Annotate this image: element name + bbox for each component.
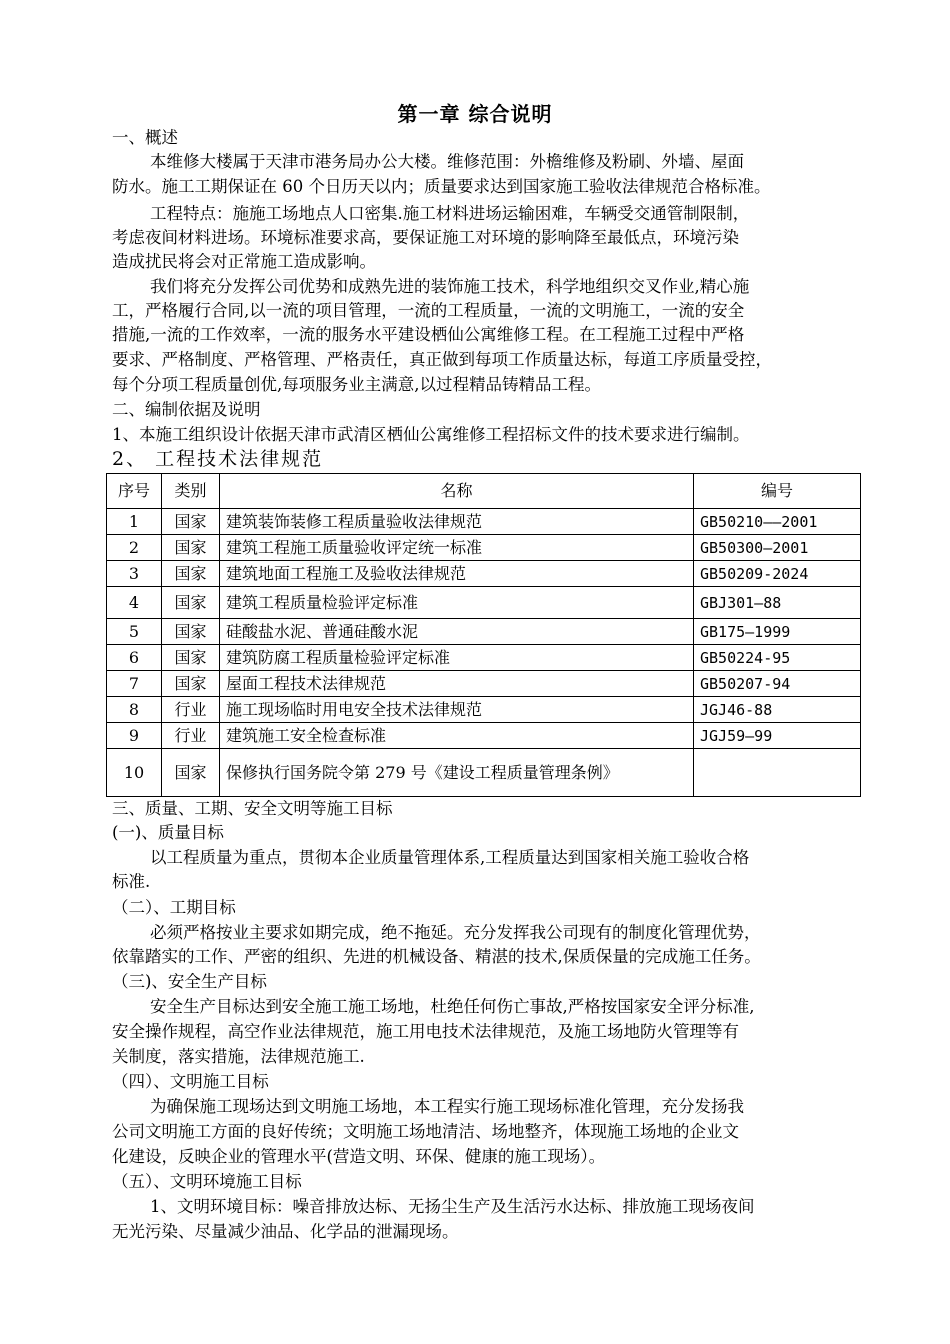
cell-category: 行业 bbox=[162, 723, 220, 749]
cell-category: 国家 bbox=[162, 619, 220, 645]
paragraph-line: 考虑夜间材料进场。环境标准要求高，要保证施工对环境的影响降至最低点，环境污染 bbox=[112, 228, 739, 247]
table-row bbox=[107, 561, 861, 587]
cell-category: 国家 bbox=[162, 645, 220, 671]
table-row bbox=[107, 723, 861, 749]
paragraph-line: 要求、严格制度、严格管理、严格责任，真正做到每项工作质量达标，每道工序质量受控， bbox=[112, 350, 772, 369]
paragraph-line: 关制度，落实措施，法律规范施工. bbox=[112, 1047, 365, 1066]
paragraph-line: 无光污染、尽量减少油品、化学品的泄漏现场。 bbox=[112, 1222, 459, 1241]
basis-item-2: 2、 工程技术法律规范 bbox=[112, 448, 324, 470]
cell-category: 行业 bbox=[162, 697, 220, 723]
paragraph-line: 安全生产目标达到安全施工施工场地，杜绝任何伤亡事故,严格按国家安全评分标准, bbox=[150, 997, 755, 1016]
cell-number: 5 bbox=[107, 619, 162, 645]
cell-code: JGJ59—99 bbox=[694, 723, 861, 749]
cell-name: 硅酸盐水泥、普通硅酸水泥 bbox=[220, 619, 694, 645]
subheading-civilized: （四）、文明施工目标 bbox=[112, 1072, 269, 1091]
table-row bbox=[107, 587, 861, 619]
paragraph-line: 安全操作规程，高空作业法律规范，施工用电技术法律规范，及施工场地防火管理等有 bbox=[112, 1022, 739, 1041]
table-row bbox=[107, 697, 861, 723]
cell-name: 施工现场临时用电安全技术法律规范 bbox=[220, 697, 694, 723]
cell-number: 7 bbox=[107, 671, 162, 697]
cell-number: 8 bbox=[107, 697, 162, 723]
table-row bbox=[107, 749, 861, 797]
cell-category: 国家 bbox=[162, 671, 220, 697]
column-header-code: 编号 bbox=[694, 474, 861, 509]
subheading-environment: （五）、文明环境施工目标 bbox=[112, 1172, 302, 1191]
subheading-quality: (一)、质量目标 bbox=[112, 823, 224, 842]
cell-code: JGJ46-88 bbox=[694, 697, 861, 723]
cell-code: GB50210——2001 bbox=[694, 509, 861, 535]
cell-code: GB50209-2024 bbox=[694, 561, 861, 587]
cell-code bbox=[694, 749, 861, 797]
cell-number: 4 bbox=[107, 587, 162, 619]
cell-code: GB50300—2001 bbox=[694, 535, 861, 561]
cell-name: 建筑工程质量检验评定标准 bbox=[220, 587, 694, 619]
column-header-number: 序号 bbox=[107, 474, 162, 509]
cell-name: 建筑地面工程施工及验收法律规范 bbox=[220, 561, 694, 587]
cell-name: 建筑施工安全检查标准 bbox=[220, 723, 694, 749]
cell-name: 建筑装饰装修工程质量验收法律规范 bbox=[220, 509, 694, 535]
paragraph-line: 工，严格履行合同,以一流的项目管理，一流的工程质量，一流的文明施工，一流的安全 bbox=[112, 301, 745, 320]
section-heading-basis: 二、编制依据及说明 bbox=[112, 400, 261, 419]
standards-table bbox=[106, 473, 861, 797]
paragraph-line: 化建设，反映企业的管理水平(营造文明、环保、健康的施工现场）。 bbox=[112, 1147, 606, 1166]
table-row bbox=[107, 509, 861, 535]
table-row bbox=[107, 535, 861, 561]
cell-name: 建筑工程施工质量验收评定统一标准 bbox=[220, 535, 694, 561]
paragraph-line: 为确保施工现场达到文明施工场地，本工程实行施工现场标准化管理，充分发扬我 bbox=[150, 1097, 744, 1116]
cell-category: 国家 bbox=[162, 535, 220, 561]
section-heading-goals: 三、质量、工期、安全文明等施工目标 bbox=[112, 799, 393, 818]
cell-number: 10 bbox=[107, 749, 162, 797]
column-header-category: 类别 bbox=[162, 474, 220, 509]
paragraph-line: 我们将充分发挥公司优势和成熟先进的装饰施工技术，科学地组织交叉作业,精心施 bbox=[150, 277, 750, 296]
paragraph-line: 措施,一流的工作效率，一流的服务水平建设栖仙公寓维修工程。在工程施工过程中严格 bbox=[112, 325, 745, 344]
cell-name: 屋面工程技术法律规范 bbox=[220, 671, 694, 697]
basis-item-1: 1、本施工组织设计依据天津市武清区栖仙公寓维修工程招标文件的技术要求进行编制。 bbox=[112, 425, 750, 444]
paragraph-line: 必须严格按业主要求如期完成，绝不拖延。充分发挥我公司现有的制度化管理优势， bbox=[150, 923, 761, 942]
chapter-title: 第一章 综合说明 bbox=[397, 102, 553, 126]
subheading-safety: （三)、安全生产目标 bbox=[112, 972, 267, 991]
cell-code: GB50224-95 bbox=[694, 645, 861, 671]
table-row bbox=[107, 671, 861, 697]
paragraph-line: 本维修大楼属于天津市港务局办公大楼。维修范围：外檐维修及粉刷、外墙、屋面 bbox=[150, 152, 744, 171]
cell-number: 6 bbox=[107, 645, 162, 671]
cell-code: GB50207-94 bbox=[694, 671, 861, 697]
subheading-schedule: （二）、工期目标 bbox=[112, 898, 236, 917]
cell-code: GB175—1999 bbox=[694, 619, 861, 645]
column-header-name: 名称 bbox=[220, 474, 694, 509]
cell-name: 保修执行国务院令第 279 号《建设工程质量管理条例》 bbox=[220, 749, 694, 797]
table-header-row bbox=[107, 474, 861, 509]
cell-code: GBJ301—88 bbox=[694, 587, 861, 619]
table-row bbox=[107, 645, 861, 671]
cell-number: 9 bbox=[107, 723, 162, 749]
cell-category: 国家 bbox=[162, 509, 220, 535]
paragraph-line: 以工程质量为重点，贯彻本企业质量管理体系,工程质量达到国家相关施工验收合格 bbox=[150, 848, 750, 867]
paragraph-line: 公司文明施工方面的良好传统；文明施工场地清洁、场地整齐，体现施工场地的企业文 bbox=[112, 1122, 739, 1141]
paragraph-line: 造成扰民将会对正常施工造成影响。 bbox=[112, 252, 376, 271]
table-row bbox=[107, 619, 861, 645]
paragraph-line: 标准. bbox=[112, 872, 151, 891]
cell-name: 建筑防腐工程质量检验评定标准 bbox=[220, 645, 694, 671]
paragraph-line: 每个分项工程质量创优,每项服务业主满意,以过程精品铸精品工程。 bbox=[112, 375, 601, 394]
paragraph-line: 工程特点：施施工场地点人口密集.施工材料进场运输困难，车辆受交通管制限制， bbox=[150, 204, 750, 223]
cell-number: 2 bbox=[107, 535, 162, 561]
cell-number: 3 bbox=[107, 561, 162, 587]
cell-number: 1 bbox=[107, 509, 162, 535]
paragraph-line: 1、文明环境目标：噪音排放达标、无扬尘生产及生活污水达标、排放施工现场夜间 bbox=[150, 1197, 755, 1216]
cell-category: 国家 bbox=[162, 561, 220, 587]
paragraph-line: 防水。施工工期保证在 60 个日历天以内；质量要求达到国家施工验收法律规范合格标准。 bbox=[112, 177, 771, 196]
paragraph-line: 依靠踏实的工作、严密的组织、先进的机械设备、精湛的技术,保质保量的完成施工任务。 bbox=[112, 947, 761, 966]
cell-category: 国家 bbox=[162, 749, 220, 797]
section-heading-overview: 一、概述 bbox=[112, 128, 178, 147]
cell-category: 国家 bbox=[162, 587, 220, 619]
